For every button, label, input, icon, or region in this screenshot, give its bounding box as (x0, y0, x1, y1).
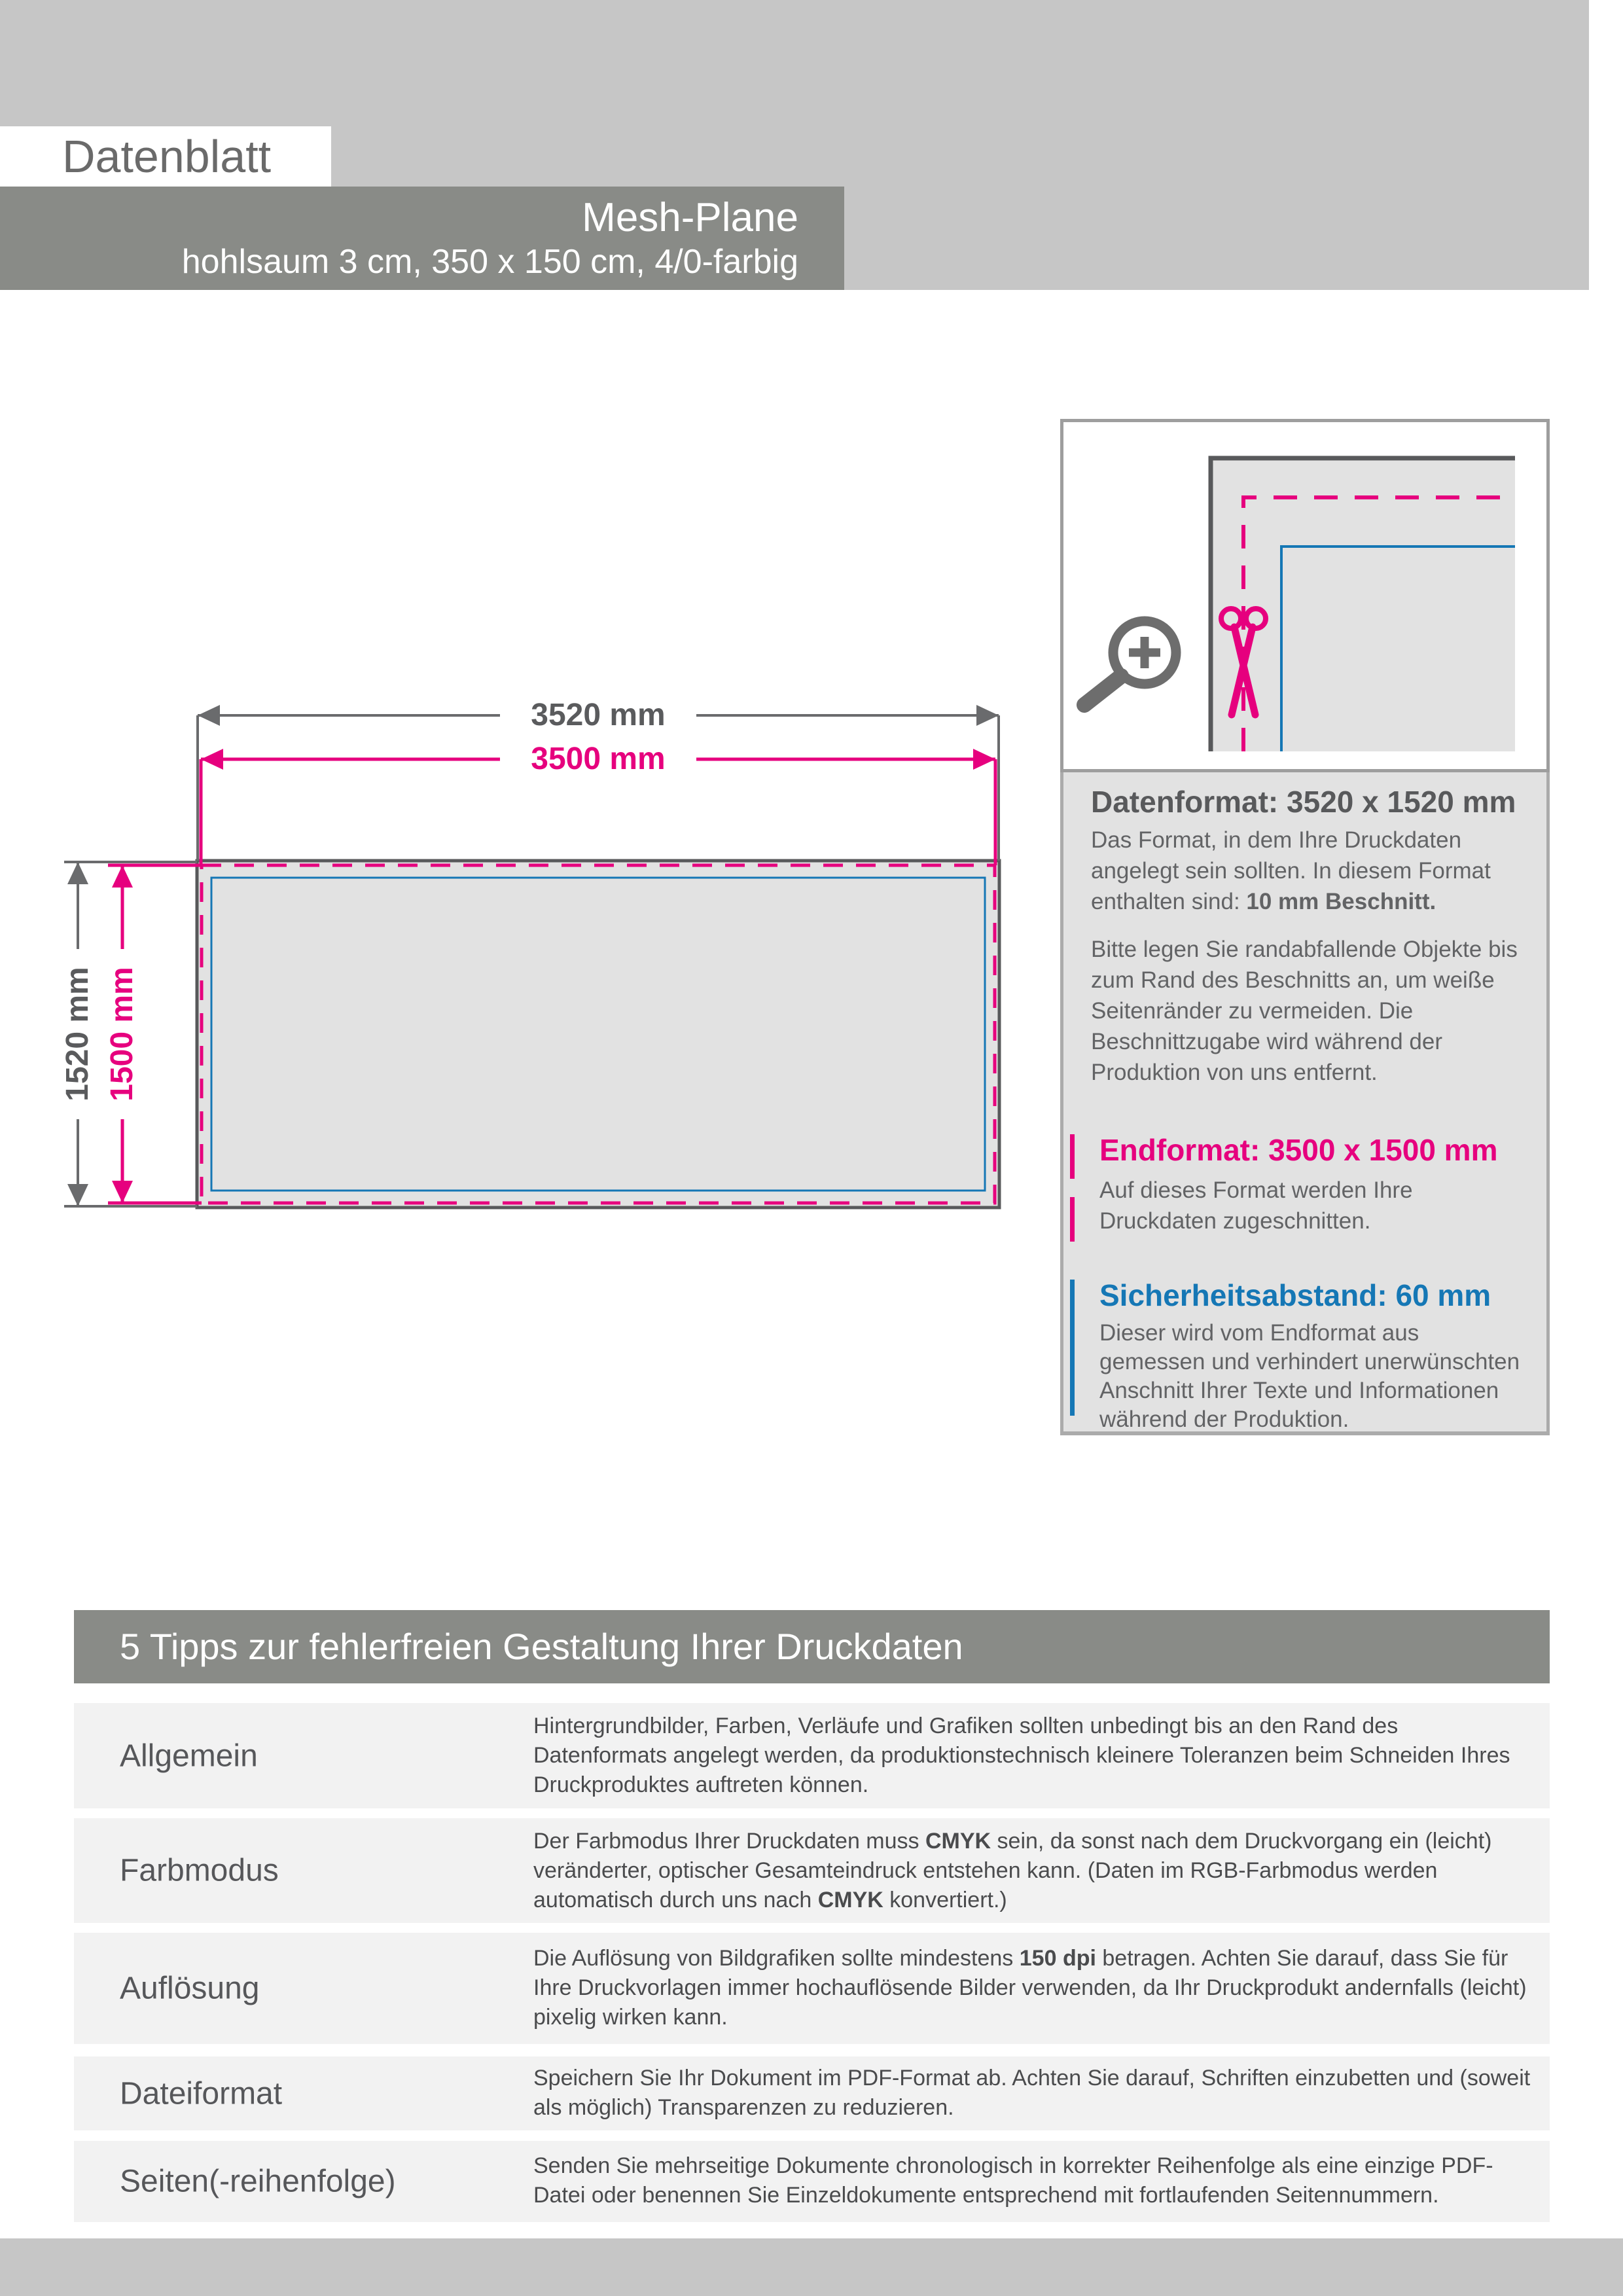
arrow-up-icon (112, 865, 133, 888)
zoom-plus-icon (1084, 621, 1176, 705)
dim-width-data-label: 3520 mm (500, 695, 696, 736)
product-name: Mesh-Plane (582, 195, 798, 240)
tip-row-seitenreihenfolge (74, 2141, 1550, 2222)
corner-detail-illustration (1063, 422, 1546, 769)
endformat-para: Auf dieses Format werden Ihre Druckdaten zugeschnitten. (1099, 1177, 1413, 1234)
datenblatt-label-box (0, 126, 331, 187)
endformat-accent-bar (1070, 1134, 1075, 1247)
endformat-heading: Endformat: 3500 x 1500 mm (1099, 1133, 1498, 1167)
dim-width-final-label: 3500 mm (500, 739, 696, 780)
tip-row-label: Allgemein (120, 1738, 258, 1773)
tip-row-label: Seiten(-reihenfolge) (120, 2164, 396, 2199)
safety-para: Dieser wird vom Endformat aus gemessen und verhindert unerwünschten Anschnitt Ihrer Texte und Informationen während der Produktion. (1099, 1320, 1520, 1432)
corner-detail-box (1060, 419, 1550, 772)
tip-row-farbmodus (74, 1818, 1550, 1923)
dim-height-data-label: 1520 mm (58, 949, 98, 1119)
arrow-right-icon (976, 705, 999, 726)
tip-row-label: Farbmodus (120, 1853, 279, 1888)
dataformat-heading: Datenformat: 3520 x 1520 mm (1091, 785, 1516, 819)
tip-row-label: Dateiformat (120, 2076, 283, 2111)
dataformat-para-1: Das Format, in dem Ihre Druckdaten angelegt sein sollten. In diesem Format enthalten sind: 10 mm Beschnitt. (1091, 827, 1491, 914)
safety-accent-bar (1070, 1280, 1075, 1416)
arrow-left-icon (198, 705, 220, 726)
tip-row-body: Hintergrundbilder, Farben, Verläufe und Grafiken sollten unbedingt bis an den Rand des Datenformats angelegt werden, da produktionstechnisch kleinere Toleranzen beim Schneiden Ihres Druckproduktes auftreten können. (533, 1713, 1510, 1797)
tip-row-allgemein (74, 1703, 1550, 1808)
tip-row-dateiformat (74, 2056, 1550, 2130)
datenblatt-label: Datenblatt (62, 131, 272, 182)
tips-heading: 5 Tipps zur fehlerfreien Gestaltung Ihrer Druckdaten (120, 1626, 963, 1667)
dataformat-para-2: Bitte legen Sie randabfallende Objekte bis zum Rand des Beschnitts an, um weiße Seitenränder zu vermeiden. Die Beschnittzugabe wird während der Produktion von uns entfernt. (1091, 937, 1518, 1085)
tip-row-body: Speichern Sie Ihr Dokument im PDF-Format ab. Achten Sie darauf, Schriften einzubetten und (soweit als möglich) Transparenzen zu reduzieren. (533, 2066, 1531, 2120)
dataformat-rect (197, 861, 999, 1208)
product-title-band (0, 187, 844, 290)
footer-band (0, 2238, 1623, 2296)
tip-row-label: Auflösung (120, 1971, 260, 2006)
arrow-left-icon (201, 749, 223, 770)
tips-header-band (74, 1610, 1550, 1683)
tip-row-body: Die Auflösung von Bildgrafiken sollte mindestens 150 dpi betragen. Achten Sie darauf, dass Sie für Ihre Druckvorlagen immer hochauflösende Bilder verwenden, da Ihr Druckprodukt andernfalls (leicht) pixelig wirken kann. (533, 1946, 1527, 2030)
arrow-down-icon (112, 1181, 133, 1203)
dim-height-final-label: 1500 mm (103, 949, 142, 1119)
arrow-right-icon (973, 749, 995, 770)
dim-width-data-line (198, 715, 999, 861)
safety-heading: Sicherheitsabstand: 60 mm (1099, 1278, 1491, 1312)
tip-row-aufloesung (74, 1933, 1550, 2044)
product-subtitle: hohlsaum 3 cm, 350 x 150 cm, 4/0-farbig (181, 243, 798, 281)
format-info-panel (1060, 772, 1550, 1435)
tip-row-body: Der Farbmodus Ihrer Druckdaten muss CMYK sein, da sonst nach dem Druckvorgang ein (leicht) veränderter, optischer Gesamteindruck entstehen kann. (Daten im RGB-Farbmodus werden automatisch durch uns nach CMYK konvertiert.) (533, 1829, 1492, 1912)
arrow-down-icon (67, 1184, 88, 1206)
arrow-up-icon (67, 862, 88, 884)
tip-row-body: Senden Sie mehrseitige Dokumente chronologisch in korrekter Reihenfolge als eine einzige PDF-Datei oder benennen Sie Einzeldokumente entsprechend mit fortlaufenden Seitennummern. (533, 2153, 1493, 2208)
